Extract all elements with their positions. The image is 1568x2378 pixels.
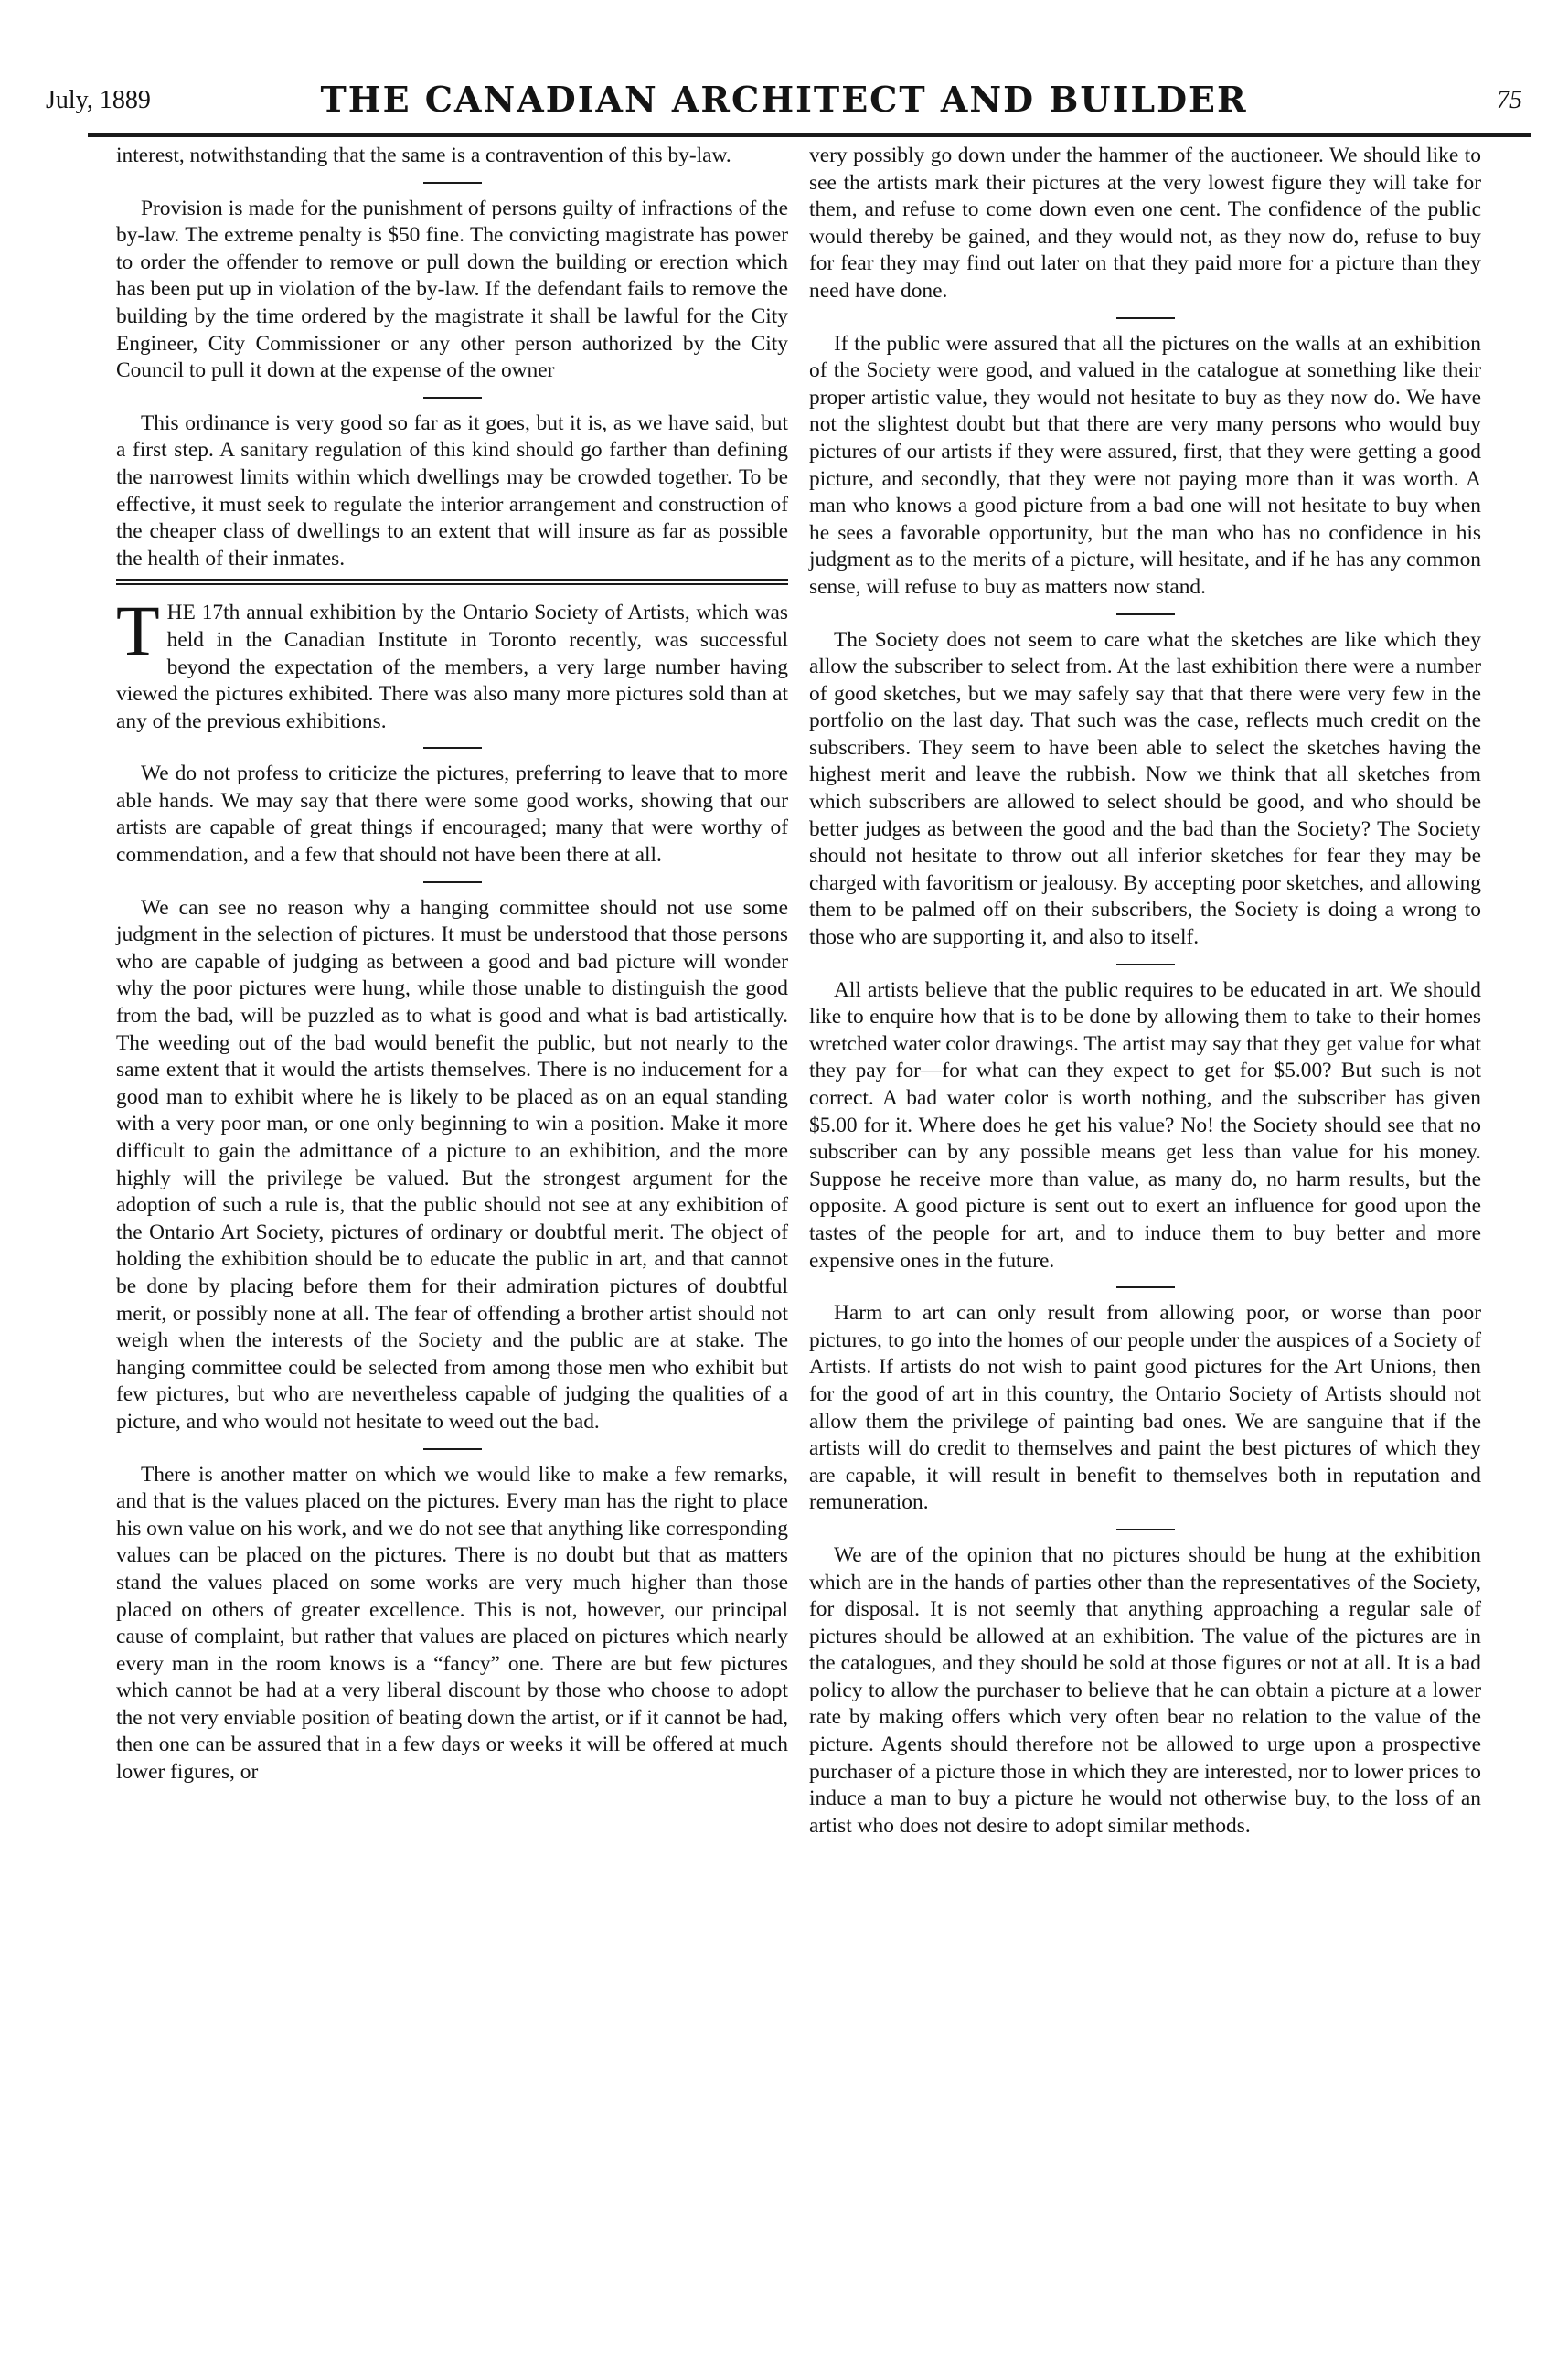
paragraph: very possibly go down under the hammer of the auctioneer. We should like to see the artists mark their pictures at the very lowest figure they will take for them, and refuse to come down even one cent. The confidence of the public would thereby be gained, and they would not, as they now do, refuse to buy for fear they may find out later on that they paid more for a picture than they need have done. [809, 144, 1481, 303]
section-divider [423, 881, 482, 883]
section-divider [423, 747, 482, 749]
section-divider [423, 182, 482, 184]
paragraph: All artists believe that the public requires to be educated in art. We should like to enquire how that is to be done by allowing them to take to their homes wretched water color drawings. The artist may say that they get value for what they pay for—for what can they expect to get for $5.00? But such is not correct. A bad water color is worth nothing, and the subscriber has given $5.00 for it. Where does he get his value? No! the Society should see that no subscriber can by any possible means get less than value for his money. Suppose he receive more than value, as many do, no harm results, but the opposite. A good picture is sent out to exert an influence for good upon the tastes of the people for art, and to induce them to buy better and more expensive ones in the future. [809, 977, 1481, 1273]
article-separator [116, 579, 788, 585]
paragraph: We can see no reason why a hanging committee should not use some judgment in the selection of pictures. It must be understood that those persons who are capable of judging as between a good and bad picture will wonder why the poor pictures were hung, while those unable to distinguish the good from the bad, will be puzzled as to what is good and what is bad artistically. The weeding out of the bad would benefit the public, but not nearly to the same extent that it would the artists themselves. There is no inducement for a good man to exhibit where he is likely to be placed as on an equal standing with a very poor man, or one only beginning to win a position. Make it more difficult to gain the admittance of a picture to an exhibition, and the more highly will the privilege be valued. But the strongest argument for the adoption of such a rule is, that the public should not see at any exhibition of the Ontario Art Society, pictures of ordinary or doubtful merit. The object of holding the exhibition should be to educate the public in art, and that cannot be done by placing before them for their admiration pictures of doubtful merit, or possibly none at all. The fear of offending a brother artist should not weigh when the interests of the Society and the public are at stake. The hanging committee could be selected from among those men who exhibit but few pictures, but who are nevertheless capable of judging the qualities of a picture, and who would not hesitate to weed out the bad. [116, 895, 788, 1434]
section-divider [1116, 613, 1175, 615]
paragraph: If the public were assured that all the pictures on the walls at an exhibition of the Society were good, and valued in the catalogue at something like their proper artistic value, they would not hesitate to buy as they now do. We have not the slightest doubt but that there are very many persons who would buy pictures of our artists if they were assured, first, that they were getting a good picture, and secondly, that they were not paying more than it was worth. A man who knows a good picture from a bad one will not hesitate to buy when he sees a favorable opportunity, but the man who has no confidence in his judgment as to the merits of a picture, will hesitate, and if he has any common sense, will refuse to buy as matters now stand. [809, 331, 1481, 599]
paragraph: Provision is made for the punishment of persons guilty of infractions of the by-law. The extreme penalty is $50 fine. The convicting magistrate has power to order the offender to remove or pull down the building or erection which has been put up in violation of the by-law. If the defendant fails to remove the building by the time ordered by the magistrate it shall be lawful for the City Engineer, City Commissioner or any other person authorized by the City Council to pull it down at the expense of the owner [116, 196, 788, 383]
section-divider [423, 1448, 482, 1450]
journal-title: THE CANADIAN ARCHITECT AND BUILDER [320, 79, 1248, 120]
drop-cap: T [116, 591, 160, 671]
section-divider [423, 397, 482, 399]
paragraph: interest, notwithstanding that the same is a contravention of this by-law. [116, 144, 731, 167]
section-divider [1116, 1286, 1175, 1288]
right-column [809, 143, 1481, 1839]
header-rule [88, 133, 1531, 137]
paragraph: Harm to art can only result from allowing poor, or worse than poor pictures, to go into the homes of our people under the auspices of a Society of Artists. If artists do not wish to paint good pictures for the Art Unions, then for the good of art in this country, the Ontario Society of Artists should not allow them the privilege of painting bad ones. We are sanguine that if the artists will do credit to themselves and paint the best pictures of which they are capable, it will result in benefit to themselves both in reputation and remuneration. [809, 1301, 1481, 1515]
paragraph-text: HE 17th annual exhibition by the Ontario Society of Artists, which was held in the Canadian Institute in Toronto recently, was successful beyond the expectation of the members, a very large number having viewed the pictures exhibited. There was also many more pictures sold than at any of the previous exhibitions. [116, 601, 788, 733]
page-number: 75 [1497, 86, 1522, 114]
article-opening-paragraph [116, 591, 788, 735]
header-date: July, 1889 [46, 86, 151, 114]
paragraph: There is another matter on which we would like to make a few remarks, and that is the values placed on the pictures. Every man has the right to place his own value on his work, and we do not see that anything like corresponding values can be placed on the pictures. There is no doubt but that as matters stand the values placed on some works are very much higher than those placed on others of greater excellence. This is not, however, our principal cause of complaint, but rather that values are placed on pictures which nearly every man in the room knows is a “fancy” one. There are but few pictures which cannot be had at a very liberal discount by those who choose to adopt the not very enviable position of beating down the artist, or if it cannot be had, then one can be assured that in a few days or weeks it will be offered at much lower figures, or [116, 1462, 788, 1785]
page-header [37, 79, 1531, 126]
section-divider [1116, 1529, 1175, 1530]
paragraph: The Society does not seem to care what the sketches are like which they allow the subscriber to select from. At the last exhibition there were a number of good sketches, but we may safely say that that there were very few in the portfolio on the last day. That such was the case, reflects much credit on the subscribers. They seem to have been able to select the sketches having the highest merit and leave the rubbish. Now we think that all sketches from which subscribers are allowed to select should be good, and who should be better judges as between the good and the bad than the Society? The Society should not hesitate to throw out all inferior sketches for fear they may be charged with favoritism or jealousy. By accepting poor sketches, and allowing them to be palmed off on their subscribers, the Society is doing a wrong to those who are supporting it, and also to itself. [809, 627, 1481, 950]
left-column [116, 143, 788, 1786]
section-divider [1116, 317, 1175, 319]
paragraph: This ordinance is very good so far as it goes, but it is, as we have said, but a first step. A sanitary regulation of this kind should go farther than defining the narrowest limits within which dwellings may be crowded together. To be effective, it must seek to regulate the interior arrangement and construction of the cheaper class of dwellings to an extent that will insure as far as possible the health of their inmates. [116, 411, 788, 571]
paragraph: We are of the opinion that no pictures should be hung at the exhibition which are in the hands of parties other than the representatives of the Society, for disposal. It is not seemly that anything approaching a regular sale of pictures should be allowed at an exhibition. The value of the pictures are in the catalogues, and they should be sold at those figures or not at all. It is a bad policy to allow the purchaser to believe that he can obtain a picture at a lower rate by making offers which very often bear no relation to the value of the picture. Agents should therefore not be allowed to urge upon a prospective purchaser of a picture those in which they are interested, nor to lower prices to induce a man to buy a picture he would not otherwise buy, to the loss of an artist who does not desire to adopt similar methods. [809, 1542, 1481, 1838]
section-divider [1116, 964, 1175, 965]
paragraph: We do not profess to criticize the pictures, preferring to leave that to more able hands. We may say that there were some good works, showing that our artists are capable of great things if encouraged; many that were worthy of commendation, and a few that should not have been there at all. [116, 762, 788, 868]
